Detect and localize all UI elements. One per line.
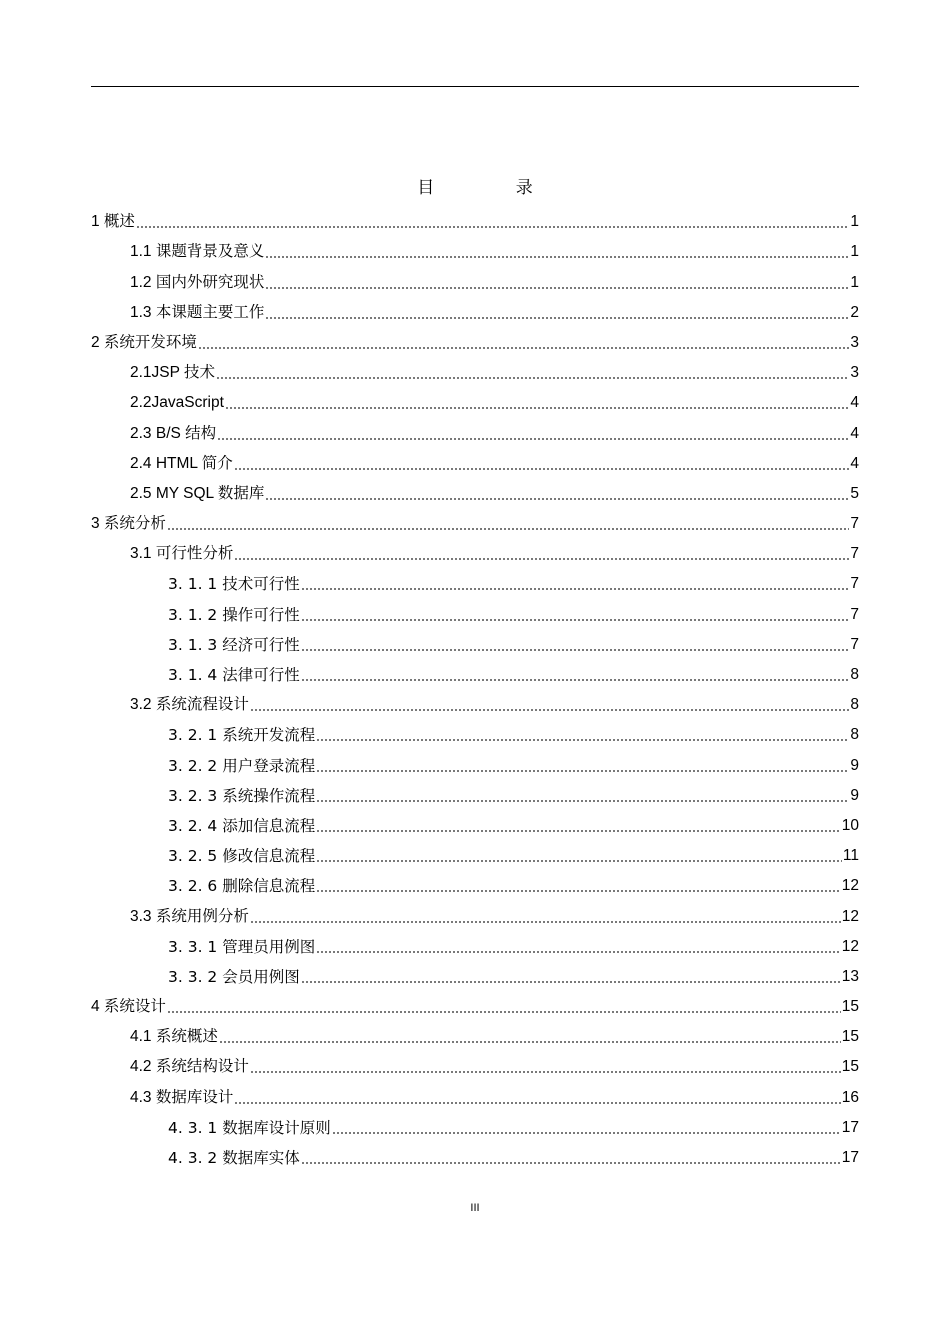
toc-leader-dots	[167, 528, 849, 530]
toc-entry-title: 2.3 B/S 结构	[130, 424, 217, 442]
toc-leader-dots	[265, 317, 849, 319]
toc-entry-title: 2.1JSP 技术	[130, 364, 216, 382]
toc-leader-dots	[316, 830, 841, 832]
toc-leader-dots	[316, 951, 841, 953]
toc-leader-dots	[301, 649, 850, 651]
toc-entry[interactable]	[91, 838, 859, 868]
toc-entry-title: 3. 1. 2 操作可行性	[168, 605, 300, 624]
toc-entry[interactable]	[91, 747, 859, 777]
toc-entry-title: 3. 3. 1 管理员用例图	[168, 937, 316, 956]
toc-leader-dots	[234, 1102, 840, 1104]
header-rule	[91, 86, 859, 87]
toc-entry[interactable]	[91, 506, 859, 536]
toc-entry-title: 4.1 系统概述	[130, 1028, 218, 1046]
toc-entry-title: 3.2 系统流程设计	[130, 696, 249, 714]
toc-entry-page: 15	[841, 1058, 859, 1076]
toc-leader-dots	[234, 558, 849, 560]
toc-entry-title: 4.2 系统结构设计	[130, 1058, 249, 1076]
toc-entry-title: 3. 1. 1 技术可行性	[168, 575, 300, 594]
toc-entry-title: 4.3 数据库设计	[130, 1088, 234, 1106]
toc-entry-page: 15	[841, 1028, 859, 1046]
toc-leader-dots	[265, 498, 849, 500]
toc-entry[interactable]	[91, 385, 859, 415]
toc-leader-dots	[219, 1041, 841, 1043]
toc-entry-page: 11	[842, 847, 859, 865]
toc-entry-page: 1	[850, 273, 859, 291]
toc-entry-page: 15	[841, 998, 859, 1016]
toc-leader-dots	[198, 347, 849, 349]
toc-entry-title: 3.3 系统用例分析	[130, 907, 249, 925]
toc-entry-title: 3. 1. 4 法律可行性	[168, 666, 300, 684]
toc-entry-title: 3. 2. 2 用户登录流程	[168, 756, 316, 775]
toc-entry[interactable]	[91, 355, 859, 385]
toc-entry-title: 2.2JavaScript	[130, 394, 224, 412]
toc-entry-page: 17	[841, 1118, 859, 1136]
toc-leader-dots	[217, 438, 849, 440]
toc-leader-dots	[301, 679, 850, 681]
toc-entry-page: 16	[841, 1088, 859, 1106]
toc-entry[interactable]	[91, 898, 859, 928]
toc-entry-title: 1.3 本课题主要工作	[130, 303, 265, 321]
toc-entry-page: 8	[850, 726, 859, 744]
toc-leader-dots	[250, 921, 841, 923]
toc-entry-title: 3. 2. 3 系统操作流程	[168, 786, 316, 805]
toc-entry[interactable]	[91, 808, 859, 838]
toc-leader-dots	[332, 1132, 841, 1134]
toc-entry-title: 4 系统设计	[91, 998, 166, 1016]
toc-entry-title: 3. 1. 3 经济可行性	[168, 635, 300, 654]
toc-leader-dots	[301, 588, 850, 590]
toc-entry-title: 3 系统分析	[91, 515, 166, 533]
toc-leader-dots	[265, 256, 849, 258]
toc-entry[interactable]	[91, 234, 859, 264]
toc-leader-dots	[265, 287, 849, 289]
toc-entry-page: 12	[841, 877, 859, 895]
toc-entry[interactable]	[91, 1110, 859, 1140]
toc-entry[interactable]	[91, 687, 859, 717]
toc-leader-dots	[316, 890, 841, 892]
toc-entry-title: 2.5 MY SQL 数据库	[130, 484, 265, 502]
toc-leader-dots	[250, 1071, 841, 1073]
toc-entry-page: 8	[850, 696, 859, 714]
toc-entry-page: 5	[850, 484, 859, 502]
toc-entry-page: 7	[850, 515, 859, 533]
toc-entry-page: 3	[850, 364, 859, 382]
toc-entry[interactable]	[91, 1140, 859, 1170]
toc-entry-page: 9	[850, 756, 859, 774]
toc-entry-title: 3.1 可行性分析	[130, 545, 234, 563]
toc-entry-page: 4	[850, 454, 859, 472]
toc-leader-dots	[250, 709, 850, 711]
toc-entry[interactable]	[91, 1049, 859, 1079]
toc-entry-page: 8	[850, 666, 859, 683]
toc-entry-page: 12	[841, 937, 859, 955]
toc-entry-title: 4. 3. 2 数据库实体	[168, 1149, 300, 1167]
toc-entry-title: 3. 3. 2 会员用例图	[168, 967, 300, 986]
toc-entry[interactable]	[91, 717, 859, 747]
toc-leader-dots	[316, 860, 842, 862]
toc-leader-dots	[316, 800, 849, 802]
toc-entry[interactable]	[91, 295, 859, 325]
toc-entry[interactable]	[91, 536, 859, 566]
toc-entry-page: 1	[850, 213, 859, 231]
toc-entry[interactable]	[91, 778, 859, 808]
toc-entry[interactable]	[91, 415, 859, 445]
toc-entry[interactable]	[91, 566, 859, 596]
toc-entry[interactable]	[91, 204, 859, 234]
toc-title: 目 录	[417, 178, 571, 198]
toc-entry[interactable]	[91, 325, 859, 355]
toc-entry[interactable]	[91, 446, 859, 476]
toc-leader-dots	[167, 1011, 841, 1013]
toc-entry-title: 3. 2. 6 删除信息流程	[168, 877, 316, 896]
toc-entry-page: 7	[850, 605, 859, 623]
toc-entry[interactable]	[91, 989, 859, 1019]
toc-leader-dots	[301, 619, 850, 621]
toc-leader-dots	[225, 407, 849, 409]
toc-leader-dots	[301, 981, 841, 983]
page-number: III	[470, 1202, 480, 1214]
toc-entry-page: 1	[850, 243, 859, 261]
toc-entry-page: 4	[850, 394, 859, 412]
toc-entry-page: 10	[841, 816, 859, 834]
toc-entry[interactable]	[91, 868, 859, 898]
toc-entry[interactable]	[91, 929, 859, 959]
toc-leader-dots	[316, 739, 849, 741]
toc-entry-title: 4. 3. 1 数据库设计原则	[168, 1118, 331, 1137]
toc-entry-title: 1.2 国内外研究现状	[130, 273, 265, 291]
table-of-contents	[91, 204, 859, 1170]
toc-entry-title: 1 概述	[91, 213, 135, 231]
toc-entry-title: 3. 2. 4 添加信息流程	[168, 816, 316, 835]
toc-entry-page: 7	[850, 545, 859, 563]
toc-entry[interactable]	[91, 657, 859, 687]
toc-entry-title: 3. 2. 1 系统开发流程	[168, 726, 316, 745]
toc-leader-dots	[136, 226, 849, 228]
toc-entry-title: 2.4 HTML 简介	[130, 454, 233, 472]
toc-entry-page: 4	[850, 424, 859, 442]
toc-entry-page: 12	[841, 907, 859, 925]
toc-entry-title: 2 系统开发环境	[91, 333, 197, 351]
toc-entry-page: 3	[850, 333, 859, 351]
toc-leader-dots	[301, 1162, 841, 1164]
toc-entry[interactable]	[91, 596, 859, 626]
toc-entry[interactable]	[91, 1019, 859, 1049]
toc-entry[interactable]	[91, 627, 859, 657]
toc-entry[interactable]	[91, 264, 859, 294]
toc-entry[interactable]	[91, 959, 859, 989]
toc-entry-page: 7	[850, 635, 859, 653]
toc-leader-dots	[316, 770, 849, 772]
toc-leader-dots	[216, 377, 849, 379]
toc-entry-page: 7	[850, 575, 859, 593]
toc-entry-page: 2	[850, 303, 859, 321]
toc-entry[interactable]	[91, 1079, 859, 1109]
toc-entry[interactable]	[91, 476, 859, 506]
toc-entry-title: 3. 2. 5 修改信息流程	[168, 847, 316, 866]
toc-entry-title: 1.1 课题背景及意义	[130, 243, 265, 261]
toc-entry-page: 9	[850, 786, 859, 804]
toc-entry-page: 17	[841, 1149, 859, 1166]
toc-leader-dots	[234, 468, 850, 470]
toc-entry-page: 13	[841, 967, 859, 985]
